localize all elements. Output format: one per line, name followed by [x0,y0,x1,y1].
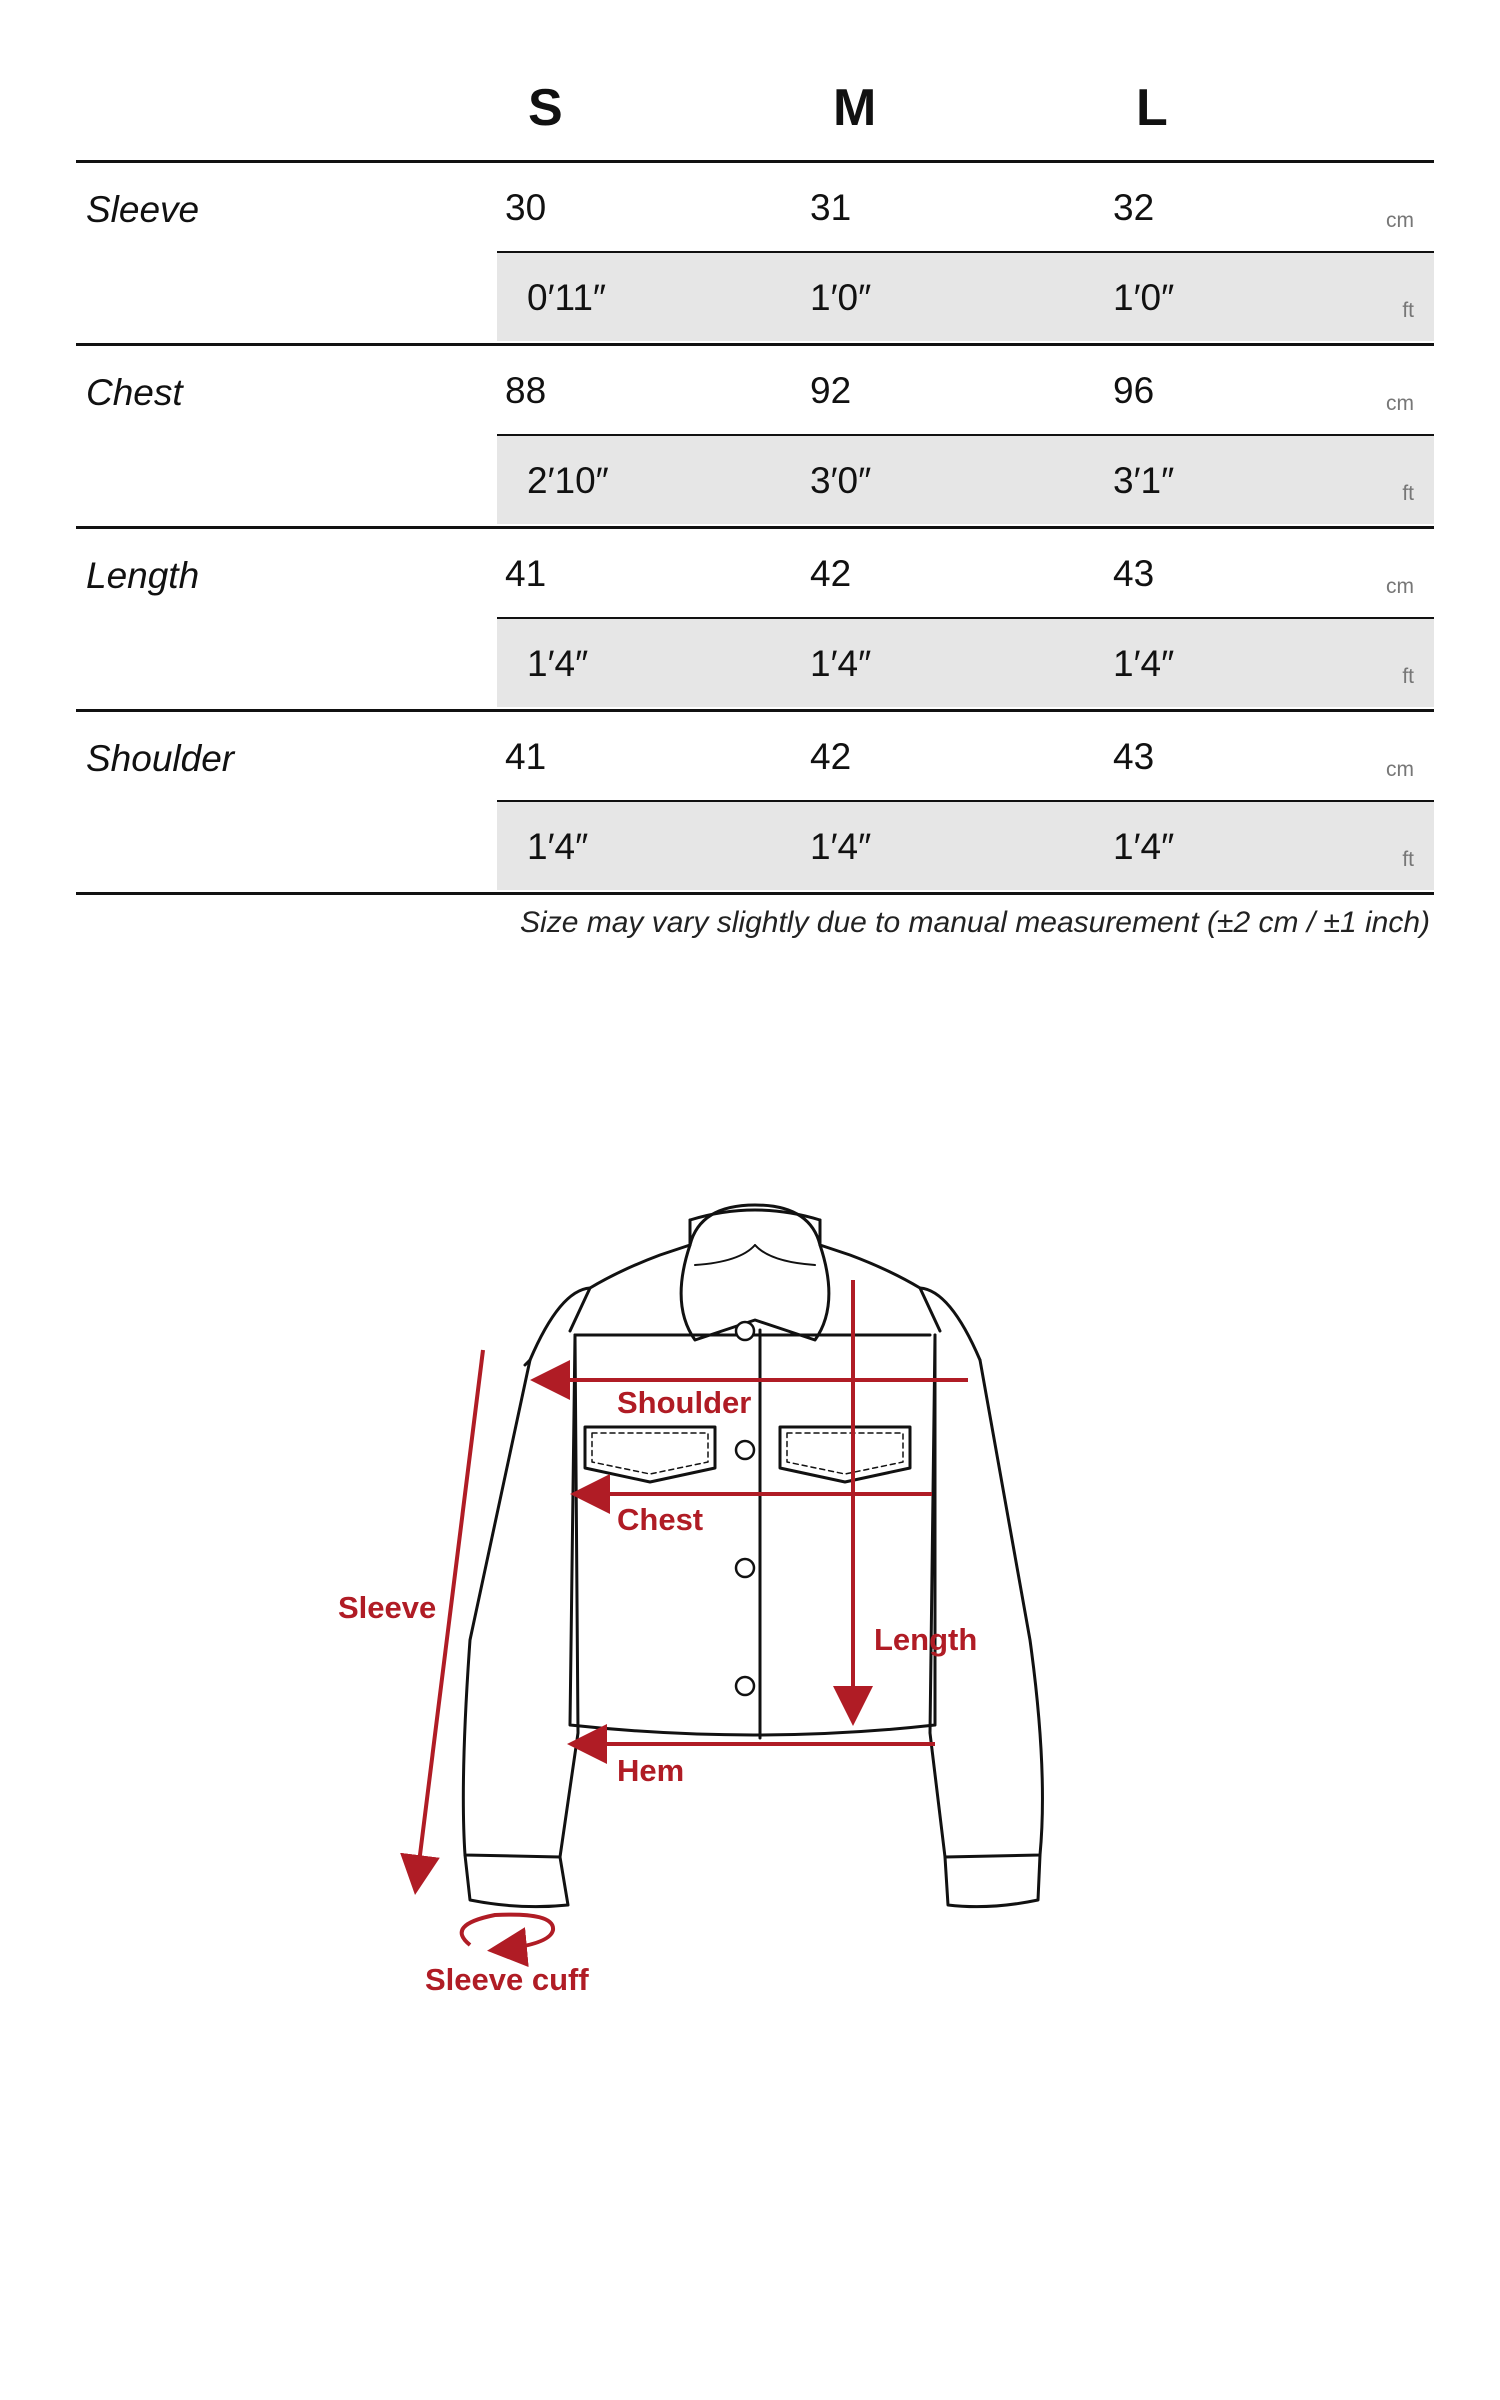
value-cell: 92 [810,370,852,411]
unit-label: cm [1386,575,1414,598]
value-cell: 1′4″ [810,643,872,684]
cm-row [497,163,1434,251]
measurement-arrows [416,1280,968,1950]
unit-label: cm [1386,758,1414,781]
value-cell: 96 [1113,370,1155,411]
unit-label: ft [1402,482,1414,505]
value-cell: 2′10″ [527,460,609,501]
value-cell: 42 [810,553,852,594]
ft-row [497,436,1434,524]
value-cell: 1′0″ [810,277,872,318]
measurement-group-length [76,529,1434,710]
ft-row [497,802,1434,890]
value-cell: 43 [1113,736,1155,777]
value-cell: 41 [505,736,547,777]
value-cell: 3′1″ [1113,460,1175,501]
unit-label: cm [1386,392,1414,415]
measurement-labels [338,1385,977,1997]
measurement-group-sleeve [76,163,1434,344]
value-cell: 43 [1113,553,1155,594]
jacket-outline [463,1205,1042,1907]
ft-row [497,253,1434,341]
table-rule [76,892,1434,895]
measurement-label: Length [86,555,200,596]
value-cell: 1′4″ [527,826,589,867]
unit-label: ft [1402,665,1414,688]
size-header-m: M [833,79,877,137]
value-cell: 31 [810,187,852,228]
measurement-disclaimer: Size may vary slightly due to manual measurement (±2 cm / ±1 inch) [520,906,1430,939]
size-header-l: L [1136,79,1168,137]
jacket-buttons [736,1322,754,1695]
length-label: Length [874,1622,978,1657]
measurement-group-shoulder [76,712,1434,893]
chest-label: Chest [617,1502,704,1537]
value-cell: 3′0″ [810,460,872,501]
button-icon [736,1677,754,1695]
size-header-row [76,78,1434,162]
ft-row [497,619,1434,707]
measurement-label: Sleeve [86,189,200,230]
size-header-s: S [528,79,563,137]
unit-label: cm [1386,209,1414,232]
button-icon [736,1441,754,1459]
value-cell: 0′11″ [527,277,607,318]
value-cell: 42 [810,736,852,777]
value-cell: 1′0″ [1113,277,1175,318]
value-cell: 1′4″ [1113,643,1175,684]
hem-label: Hem [617,1753,685,1788]
unit-label: ft [1402,848,1414,871]
value-cell: 41 [505,553,547,594]
cm-row [497,712,1434,800]
jacket-measurement-diagram [0,1150,1500,2050]
button-icon [736,1322,754,1340]
button-icon [736,1559,754,1577]
sleeve-cuff-arrow [462,1915,553,1950]
value-cell: 88 [505,370,547,411]
sleeve-label: Sleeve [338,1590,437,1625]
measurement-label: Shoulder [86,738,235,779]
value-cell: 30 [505,187,547,228]
unit-label: ft [1402,299,1414,322]
value-cell: 1′4″ [1113,826,1175,867]
sleeve-cuff-label: Sleeve cuff [425,1962,589,1997]
shoulder-label: Shoulder [617,1385,752,1420]
cm-row [497,529,1434,617]
value-cell: 1′4″ [810,826,872,867]
value-cell: 32 [1113,187,1155,228]
measurement-group-chest [76,346,1434,527]
measurement-label: Chest [86,372,183,413]
cm-row [497,346,1434,434]
value-cell: 1′4″ [527,643,589,684]
